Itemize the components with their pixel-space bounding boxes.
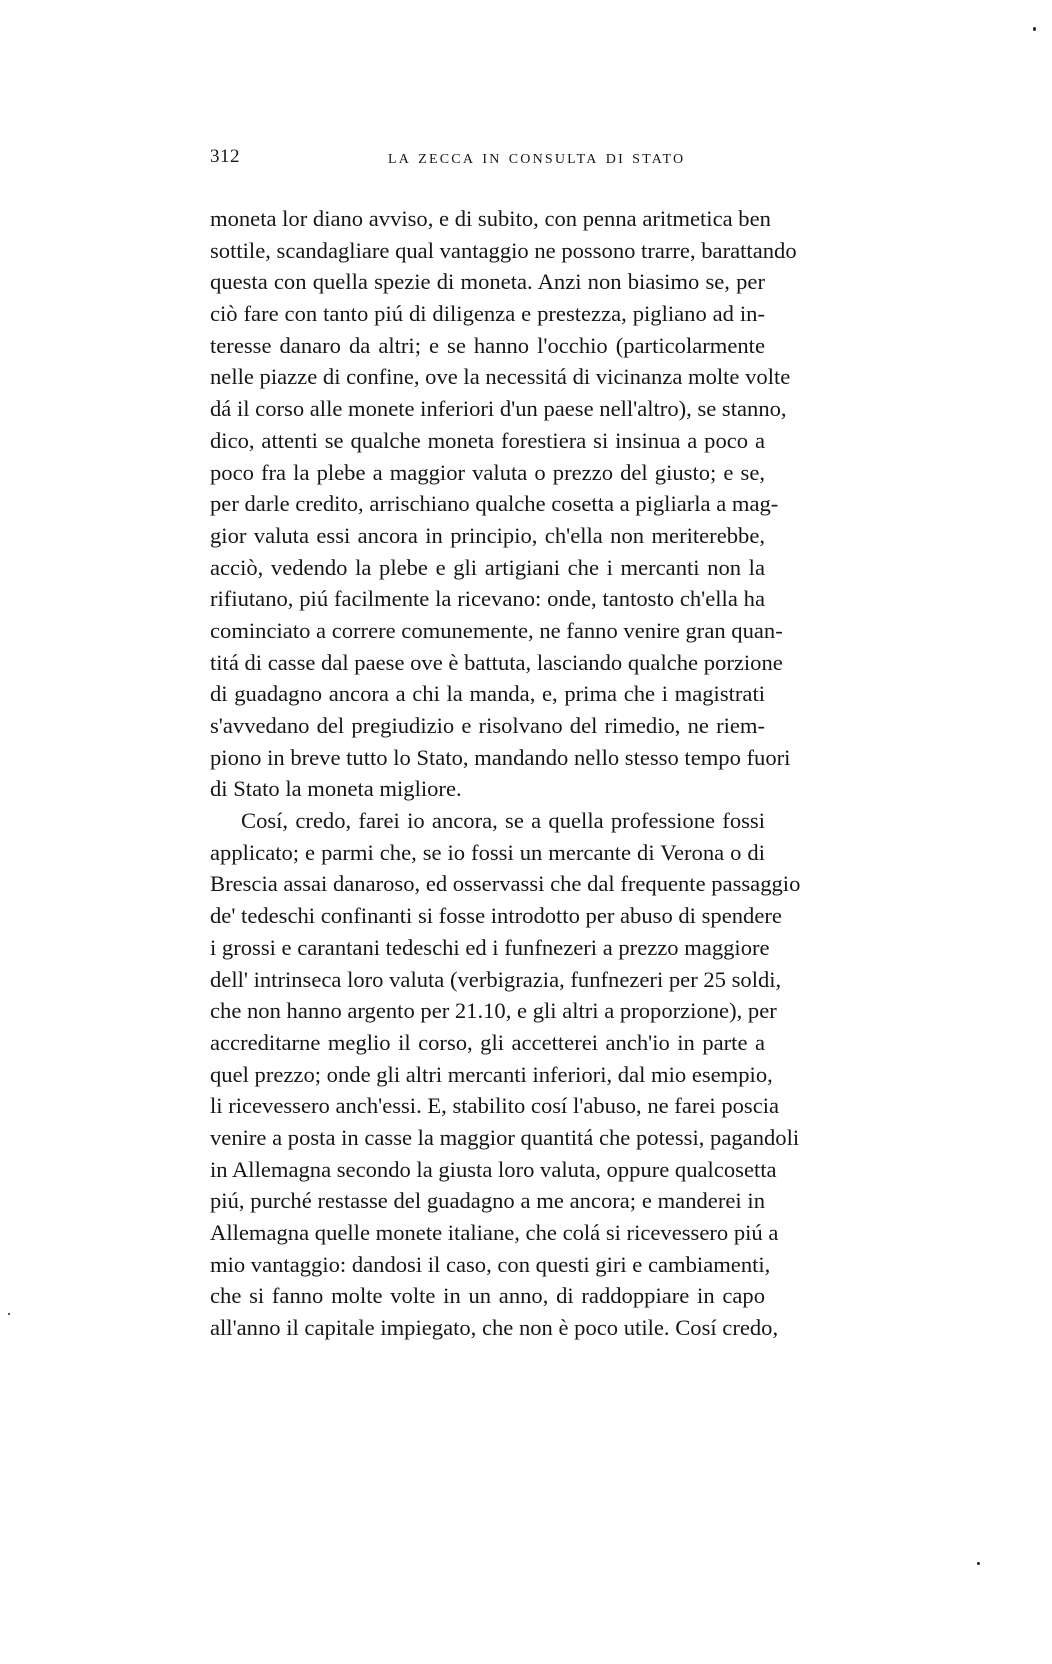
text-line: questa con quella spezie di moneta. Anzi non biasimo se, per — [210, 269, 765, 295]
text-line: acciò, vedendo la plebe e gli artigiani che i mercanti non la — [210, 554, 765, 580]
text-line: de' tedeschi confinanti si fosse introdotto per abuso di spendere — [210, 903, 782, 929]
text-line: cominciato a correre comunemente, ne fanno venire gran quan- — [210, 617, 783, 643]
text-line: titá di casse dal paese ove è battuta, lasciando qualche porzione — [210, 649, 783, 675]
text-line: poco fra la plebe a maggior valuta o prezzo del giusto; e se, — [210, 459, 765, 485]
text-line: nelle piazze di confine, ove la necessitá di vicinanza molte volte — [210, 364, 791, 390]
text-line: accreditarne meglio il corso, gli accetterei anch'io in parte a — [210, 1029, 765, 1055]
text-line: piono in breve tutto lo Stato, mandando nello stesso tempo fuori — [210, 744, 791, 770]
text-line: ciò fare con tanto piú di diligenza e prestezza, pigliano ad in- — [210, 301, 765, 327]
text-line: Brescia assai danaroso, ed osservassi che dal frequente passaggio — [210, 871, 801, 897]
text-line: Cosí, credo, farei io ancora, se a quella professione fossi — [241, 808, 765, 834]
scan-speck — [8, 1313, 10, 1315]
text-line: dico, attenti se qualche moneta forestiera si insinua a poco a — [210, 427, 765, 453]
text-line: di Stato la moneta migliore. — [210, 776, 462, 802]
text-line: in Allemagna secondo la giusta loro valuta, oppure qualcosetta — [210, 1156, 777, 1182]
scan-speck — [1033, 27, 1036, 31]
text-line: che si fanno molte volte in un anno, di raddoppiare in capo — [210, 1283, 765, 1309]
text-line: che non hanno argento per 21.10, e gli altri a proporzione), per — [210, 998, 777, 1024]
text-line: dá il corso alle monete inferiori d'un paese nell'altro), se stanno, — [210, 396, 787, 422]
text-line: rifiutano, piú facilmente la ricevano: onde, tantosto ch'ella ha — [210, 586, 765, 612]
page-number: 312 — [210, 146, 240, 167]
text-line: i grossi e carantani tedeschi ed i funfnezeri a prezzo maggiore — [210, 934, 770, 960]
text-line: all'anno il capitale impiegato, che non è poco utile. Cosí credo, — [210, 1315, 779, 1341]
text-line: per darle credito, arrischiano qualche cosetta a pigliarla a mag- — [210, 491, 779, 517]
text-line: moneta lor diano avviso, e di subito, con penna aritmetica ben — [210, 206, 771, 231]
scan-speck — [977, 1562, 980, 1565]
running-header — [210, 146, 763, 176]
body-text — [210, 203, 801, 1344]
text-line: gior valuta essi ancora in principio, ch'ella non meriterebbe, — [210, 522, 765, 548]
text-line: venire a posta in casse la maggior quantitá che potessi, pagandoli — [210, 1124, 800, 1150]
text-line: di guadagno ancora a chi la manda, e, prima che i magistrati — [210, 681, 765, 707]
text-line: li ricevessero anch'essi. E, stabilito cosí l'abuso, ne farei poscia — [210, 1093, 780, 1119]
text-line: teresse danaro da altri; e se hanno l'occhio (particolarmente — [210, 332, 765, 358]
text-line: sottile, scandagliare qual vantaggio ne possono trarre, barattando — [210, 237, 797, 263]
text-line: quel prezzo; onde gli altri mercanti inferiori, dal mio esempio, — [210, 1061, 773, 1087]
text-line: dell' intrinseca loro valuta (verbigrazia, funfnezeri per 25 soldi, — [210, 966, 782, 992]
text-line: Allemagna quelle monete italiane, che colá si ricevessero piú a — [210, 1220, 779, 1245]
text-line: mio vantaggio: dandosi il caso, con questi giri e cambiamenti, — [210, 1251, 771, 1277]
running-title: la zecca in consulta di stato — [388, 146, 686, 168]
text-line: applicato; e parmi che, se io fossi un mercante di Verona o di — [210, 839, 765, 865]
text-line: piú, purché restasse del guadagno a me ancora; e manderei in — [210, 1188, 765, 1214]
text-line: s'avvedano del pregiudizio e risolvano del rimedio, ne riem- — [210, 713, 765, 738]
